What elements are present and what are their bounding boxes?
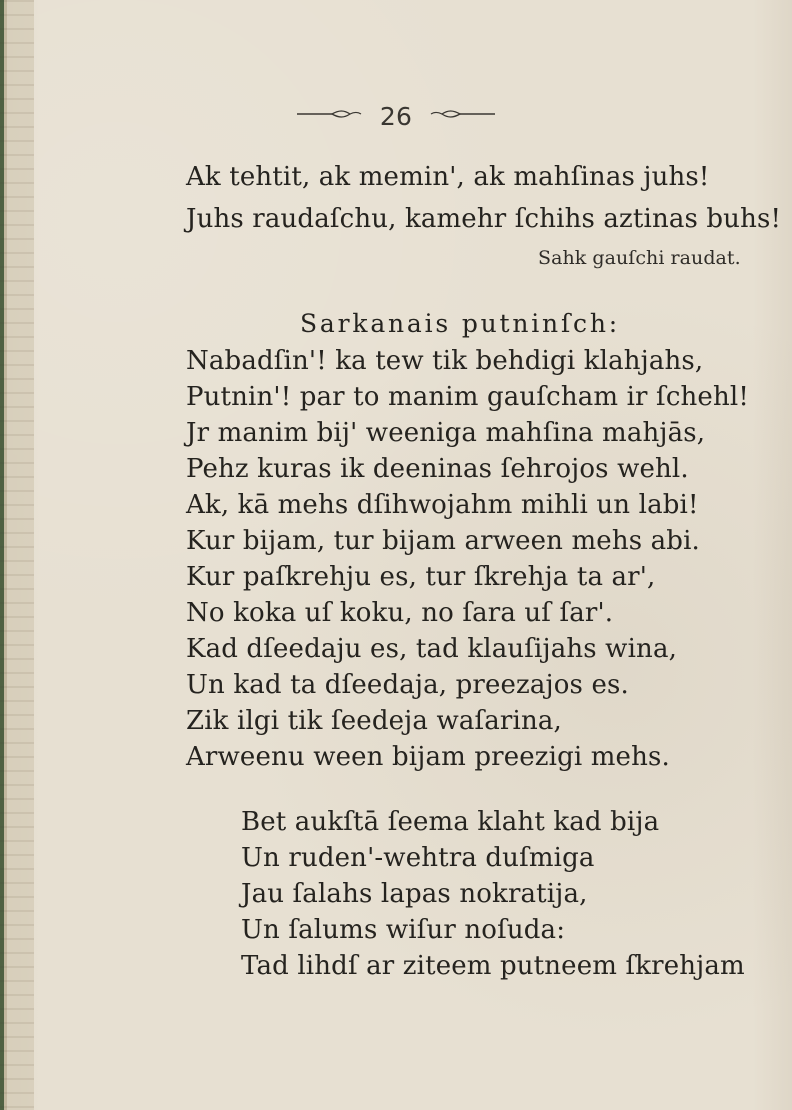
poem-line-2: Juhs raudaſchu, kamehr ſchihs aztinas buhs! [186,204,782,234]
poem-stanza1-line-9: Kad dſeedaju es, tad klauſijahs wina, [186,634,678,664]
poem-stanza1-line-11: Zik ilgi tik ſeedeja waſarina, [186,706,562,736]
poem-stanza2-line-4: Un ſalums wiſur noſuda: [241,915,566,945]
poem-stanza1-line-10: Un kad ta dſeedaja, preezajos es. [186,670,629,700]
poem-attribution: Sahk gauſchi raudat. [538,247,741,269]
poem-stanza1-line-3: Jr manim bij' weeniga mahſina mahjās, [186,418,706,448]
poem-stanza1-line-12: Arweenu ween bijam preezigi mehs. [186,742,670,772]
poem-stanza1-line-6: Kur bijam, tur bijam arween mehs abi. [186,526,700,556]
poem-stanza1-line-8: No koka uſ koku, no ſara uſ ſar'. [186,598,614,628]
page-number: 26 [379,101,413,131]
poem-stanza1-line-7: Kur paſkrehju es, tur ſkrehja ta ar', [186,562,656,592]
poem-stanza1-line-1: Nabadſin'! ka tew tik behdigi klahjahs, [186,346,704,376]
poem-stanza2-line-5: Tad lihdſ ar ziteem putneem ſkrehjam [241,951,745,981]
poem-stanza1-line-2: Putnin'! par to manim gauſcham ir ſchehl! [186,382,749,412]
poem-heading: Sarkanais putninſch: [300,309,620,338]
poem-stanza2-line-2: Un ruden'-wehtra duſmiga [241,843,595,873]
poem-stanza2-line-1: Bet aukſtā ſeema klaht kad bija [241,807,660,837]
poem-stanza2-line-3: Jau ſalahs lapas nokratija, [241,879,588,909]
poem-stanza1-line-4: Pehz kuras ik deeninas ſehrojos wehl. [186,454,689,484]
poem-line-1: Ak tehtit, ak memin', ak mahſinas juhs! [186,162,710,192]
poem-stanza1-line-5: Ak, kā mehs dſihwojahm mihli un labi! [186,490,699,520]
